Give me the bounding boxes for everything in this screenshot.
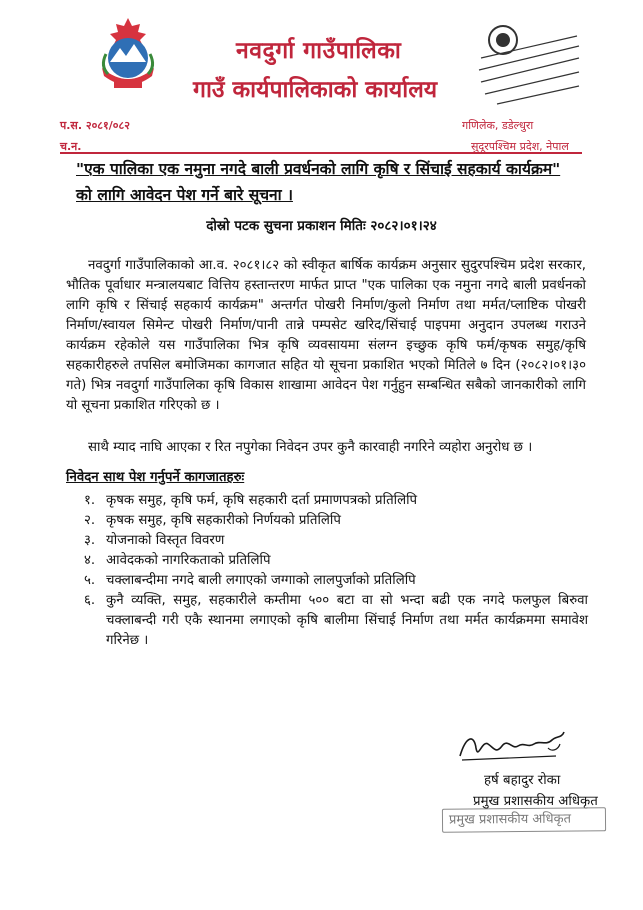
signatory-name: हर्ष बहादुर रोका xyxy=(484,773,561,788)
list-item xyxy=(84,591,588,651)
designation-stamp: प्रमुख प्रशासकीय अधिकृत xyxy=(442,807,606,832)
header-divider xyxy=(60,152,582,154)
signature xyxy=(452,726,572,768)
list-item-text: कृषक समुह, कृषि सहकारीको निर्णयको प्रतिलिपि xyxy=(106,513,341,528)
nepal-emblem-logo xyxy=(92,14,164,96)
list-item xyxy=(84,551,588,571)
documents-heading: निवेदन साथ पेश गर्नुपर्ने कागजातहरुः xyxy=(66,470,245,485)
list-item-number: ५. xyxy=(84,573,96,588)
notice-title: "एक पालिका एक नमुना नगदे बाली प्रवर्धनको लागि कृषि र सिंचाई सहकार्य कार्यक्रम" को लागि आवेदन पेश गर्ने बारे सूचना । xyxy=(76,160,561,204)
notice-closing: साथै म्याद नाघि आएका र रित नपुगेका निवेदन उपर कुनै कारवाही नगरिने व्यहोरा अनुरोध छ । xyxy=(88,440,533,455)
signatory-title: प्रमुख प्रशासकीय अधिकृत xyxy=(473,794,598,809)
address-line-1: गणिलेक, डडेल्धुरा xyxy=(462,119,534,132)
dispatch-number: च.न. xyxy=(60,140,82,153)
notice-body: नवदुर्गा गाउँपालिकाको आ.व. २०८१।८२ को स्वीकृत बार्षिक कार्यक्रम अनुसार सुदुरपश्चिम प्रदेश सरकार, भौतिक पूर्वाधार मन्त्रालयबाट वित्तिय हस्तान्तरण मार्फत प्राप्त "एक पालिका एक नमुना नगदे बाली प्रवर्धनको लागि कृषि र सिंचाई सहकार्य कार्यक्रम" अन्तर्गत पोखरी निर्माण/कुलो निर्माण तथा मर्मत/प्लाष्टिक पोखरी निर्माण/स्वायल सिमेन्ट पोखरी निर्माण/पानी तान्ने पम्पसेट खरिद/सिंचाई पाइपमा अनुदान उपलब्ध गराउने कार्यक्रम रहेकोले यस गाउँपालिका भित्र कृषि व्यवसायमा संलग्न इच्छुक कृषि फर्म/कृषक समुह/कृषि सहकारीहरुले तपसिल बमोजिमका कागजात सहित यो सूचना प्रकाशित भएको मितिले ७ दिन (२०८२।०१।३० गते) भित्र नवदुर्गा गाउँपालिका कृषि विकास शाखामा आवेदन पेश गर्नुहुन सम्बन्धित सबैको जानकारीको लागि यो सूचना प्रकाशित गरिएको छ । xyxy=(66,258,586,413)
list-item xyxy=(84,511,588,531)
publication-date: दोस्रो पटक सुचना प्रकाशन मितिः २०८२।०१।२४ xyxy=(206,218,437,234)
list-item-text: कुनै व्यक्ति, समुह, सहकारीले कम्तीमा ५०० बटा वा सो भन्दा बढी एक नगदे फलफुल बिरुवा चक्लाबन्दी गरी एकै स्थानमा लगाएको कृषि बालीमा सिंचाई निर्माण तथा मर्मत कार्यक्रममा समावेश गरिनेछ । xyxy=(106,593,588,648)
list-item xyxy=(84,531,588,551)
office-seal-stamp xyxy=(467,18,587,106)
list-item-text: आवेदकको नागरिकताको प्रतिलिपि xyxy=(106,553,271,568)
list-item-text: चक्लाबन्दीमा नगदे बाली लगाएको जग्गाको लालपुर्जाको प्रतिलिपि xyxy=(106,573,416,588)
municipality-name: नवदुर्गा गाउँपालिका xyxy=(236,38,402,64)
list-item-number: ३. xyxy=(84,533,96,548)
office-name: गाउँ कार्यपालिकाको कार्यालय xyxy=(193,77,438,103)
list-item-number: ६. xyxy=(84,593,96,608)
reference-number: प.स. २०८१/०८२ xyxy=(60,119,130,132)
list-item-text: योजनाको विस्तृत विवरण xyxy=(106,533,225,548)
address-line-2: सुदूरपश्चिम प्रदेश, नेपाल xyxy=(471,140,569,153)
list-item-number: ४. xyxy=(84,553,96,568)
list-item-number: २. xyxy=(84,513,96,528)
list-item xyxy=(84,491,588,511)
list-item-number: १. xyxy=(84,493,96,508)
list-item xyxy=(84,571,588,591)
list-item-text: कृषक समुह, कृषि फर्म, कृषि सहकारी दर्ता प्रमाणपत्रको प्रतिलिपि xyxy=(106,493,418,508)
documents-list xyxy=(84,491,588,651)
